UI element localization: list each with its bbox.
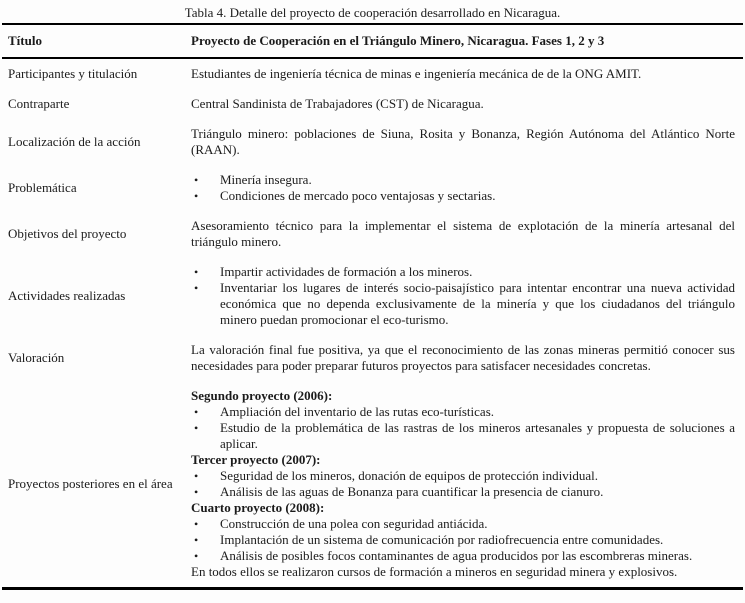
bullet-text: Construcción de una polea con seguridad antiácida. <box>220 516 488 531</box>
bullet-text: Condiciones de mercado poco ventajosas y sectarias. <box>220 188 496 203</box>
bullet-item <box>191 188 735 204</box>
table-body <box>2 59 743 587</box>
project-phase-heading: Cuarto proyecto (2008): <box>191 500 325 515</box>
row-footer-note: En todos ellos se realizaron cursos de formación a mineros en seguridad minera y explosivos. <box>191 564 678 579</box>
header-value: Proyecto de Cooperación en el Triángulo Minero, Nicaragua. Fases 1, 2 y 3 <box>191 33 605 48</box>
table-row <box>2 119 743 165</box>
bullet-text: Seguridad de los mineros, donación de equipos de protección individual. <box>220 468 598 483</box>
table-header-row <box>2 25 743 59</box>
table-row <box>2 211 743 257</box>
bullet-item <box>191 548 735 564</box>
cooperation-project-table <box>2 23 743 590</box>
bullet-icon: • <box>194 469 199 483</box>
header-label: Título <box>8 33 42 48</box>
bullet-text: Estudio de la problemática de las rastras de los mineros artesanales y propuesta de soluciones a aplicar. <box>220 420 735 451</box>
row-content <box>191 264 743 328</box>
bullet-icon: • <box>194 281 199 295</box>
row-label: Problemática <box>8 180 77 195</box>
bullet-text: Implantación de un sistema de comunicación por radiofrecuencia entre comunidades. <box>220 532 664 547</box>
bullet-text: Inventariar los lugares de interés socio-paisajístico para intentar encontrar una nueva actividad económica que no dependa exclusivamente de la minería y que los ciudadanos del triángulo minero puedan promocionar el eco-turismo. <box>220 280 735 327</box>
row-content <box>191 342 743 374</box>
row-content <box>191 126 743 158</box>
table-caption: Tabla 4. Detalle del proyecto de cooperación desarrollado en Nicaragua. <box>184 5 561 20</box>
bullet-item <box>191 172 735 188</box>
table-row <box>2 257 743 335</box>
bullet-icon: • <box>194 533 199 547</box>
row-content <box>191 96 743 112</box>
row-label: Contraparte <box>8 96 70 111</box>
bullet-icon: • <box>194 517 199 531</box>
row-label: Participantes y titulación <box>8 66 138 81</box>
row-label: Valoración <box>8 350 65 365</box>
bullet-text: Ampliación del inventario de las rutas eco-turísticas. <box>220 404 494 419</box>
table-row <box>2 59 743 89</box>
row-content <box>191 66 743 82</box>
table-row <box>2 335 743 381</box>
bullet-text: Minería insegura. <box>220 172 312 187</box>
bullet-icon: • <box>194 189 199 203</box>
bullet-item <box>191 468 735 484</box>
table-row <box>2 89 743 119</box>
bullet-icon: • <box>194 549 199 563</box>
bullet-icon: • <box>194 485 199 499</box>
project-phase-heading: Segundo proyecto (2006): <box>191 388 333 403</box>
bullet-icon: • <box>194 405 199 419</box>
table-row <box>2 165 743 211</box>
row-text: Estudiantes de ingeniería técnica de minas e ingeniería mecánica de de la ONG AMIT. <box>191 66 642 81</box>
row-text: Asesoramiento técnico para la implementar el sistema de explotación de la minería artesanal del triángulo minero. <box>191 218 735 249</box>
row-label: Proyectos posteriores en el área <box>8 476 173 491</box>
bullet-item <box>191 516 735 532</box>
bullet-icon: • <box>194 265 199 279</box>
row-content <box>191 388 743 580</box>
project-phase-heading: Tercer proyecto (2007): <box>191 452 321 467</box>
table-row <box>2 381 743 587</box>
bullet-text: Análisis de posibles focos contaminantes de agua producidos por las escombreras mineras. <box>220 548 693 563</box>
row-text: Central Sandinista de Trabajadores (CST) de Nicaragua. <box>191 96 484 111</box>
bullet-item <box>191 484 735 500</box>
bullet-icon: • <box>194 421 199 435</box>
bullet-item <box>191 264 735 280</box>
bullet-item <box>191 532 735 548</box>
bullet-text: Impartir actividades de formación a los mineros. <box>220 264 473 279</box>
row-text: Triángulo minero: poblaciones de Siuna, Rosita y Bonanza, Región Autónoma del Atlántico Norte (RAAN). <box>191 126 735 157</box>
row-label: Objetivos del proyecto <box>8 226 127 241</box>
bullet-text: Análisis de las aguas de Bonanza para cuantificar la presencia de cianuro. <box>220 484 604 499</box>
row-label: Localización de la acción <box>8 134 141 149</box>
row-label: Actividades realizadas <box>8 288 126 303</box>
bullet-item <box>191 280 735 328</box>
row-text: La valoración final fue positiva, ya que el reconocimiento de las zonas mineras permitió conocer sus necesidades para poder preparar futuros proyectos para satisfacer necesidades concretas. <box>191 342 735 373</box>
bullet-item <box>191 420 735 452</box>
row-content <box>191 172 743 204</box>
row-content <box>191 218 743 250</box>
bullet-item <box>191 404 735 420</box>
bullet-icon: • <box>194 173 199 187</box>
